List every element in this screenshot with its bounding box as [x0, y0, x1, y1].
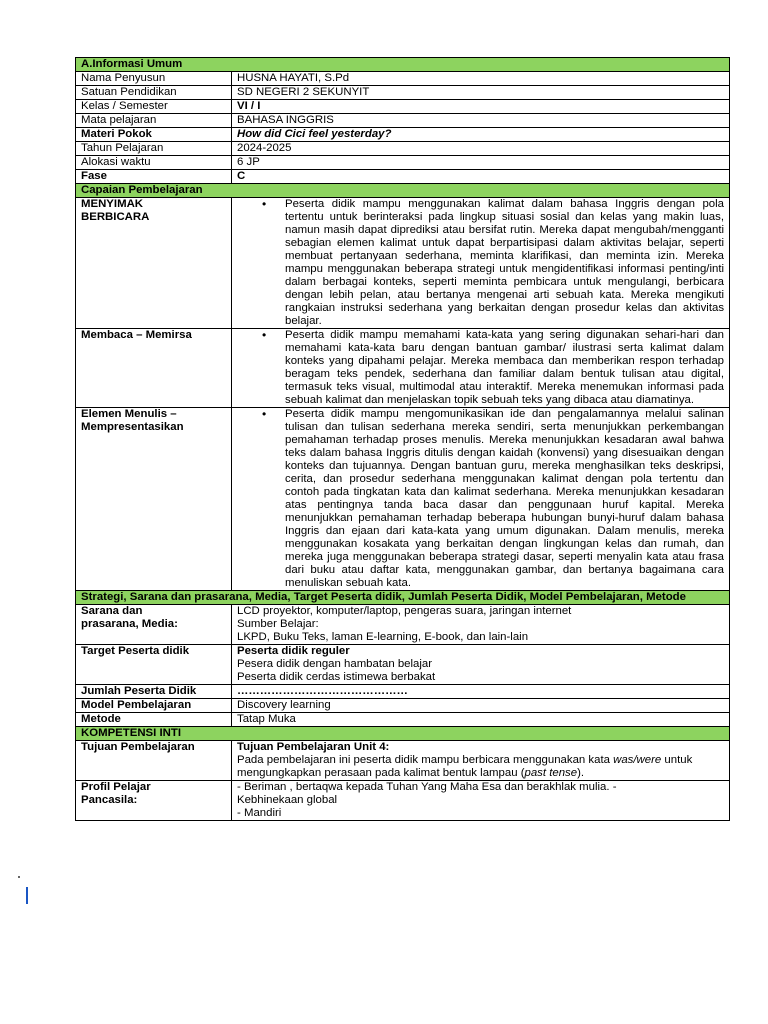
strategi-label-line: prasarana, Media:	[81, 618, 178, 630]
capaian-label-line: Mempresentasikan	[81, 421, 184, 433]
target-line: Peserta didik reguler	[237, 645, 350, 657]
capaian-bullet: • Peserta didik mampu mengomunikasikan ide dan pengalamannya melalui salinan tulisan dan tulisan sederhana mereka sendiri, serta menunjukkan perkembangan pemahaman terhadap proses menulis. Mereka menunjukkan kesadaran awal bahwa teks dalam bahasa Inggris ditulis dengan kaidah (konvensi) yang disesuaikan dengan konteks dan tujuannya. Dengan bantuan guru, mereka menghasilkan teks deskripsi, cerita, dan prosedur sederhana menggunakan kalimat dengan pola tertentu dan contoh pada tingkatan kata dan kalimat sederhana. Mereka menunjukkan kesadaran atas pentingnya tanda baca dasar dan penggunaan huruf kapital. Mereka menunjukkan pemahaman terhadap beberapa hubungan bunyi-huruf dalam bahasa Inggris dan ejaan dari kata-kata yang umum digunakan. Dalam menulis, mereka menggunakan kosakata yang berkaitan dengan lingkungan kelas dan rumah, dan mereka juga menggunakan beberapa strategi dasar, seperti menyalin kata atau frasa dari buku atau daftar kata, menggunakan gambar, dan bertanya bagaimana cara menuliskan sebuah kata.	[285, 408, 724, 590]
info-row-kelas-semester	[76, 100, 730, 114]
strategi-label: Model Pembelajaran	[76, 699, 232, 713]
sarana-line: LCD proyektor, komputer/laptop, pengeras suara, jaringan internet	[237, 605, 572, 617]
profil-line: Kebhinekaan global	[237, 794, 338, 806]
tujuan-text-italic: past tense	[524, 767, 578, 779]
info-value: 2024-2025	[232, 142, 730, 156]
info-label: Alokasi waktu	[76, 156, 232, 170]
capaian-description	[232, 408, 730, 591]
info-value: BAHASA INGGRIS	[232, 114, 730, 128]
section-header-kompetensi-inti	[76, 727, 730, 741]
tujuan-text-part: untuk mengungkapkan perasaan pada kalimat bentuk lampau (	[237, 754, 693, 779]
info-row-nama-penyusun	[76, 72, 730, 86]
section-header-strategi	[76, 591, 730, 605]
sarana-line: Sumber Belajar:	[237, 618, 319, 630]
capaian-label	[76, 329, 232, 408]
section-header-informasi-umum	[76, 58, 730, 72]
capaian-label-line: Membaca – Memirsa	[81, 329, 192, 341]
capaian-label-line: MENYIMAK	[81, 198, 144, 210]
tujuan-text-part: Pada pembelajaran ini peserta didik mampu berbicara menggunakan kata	[237, 754, 614, 766]
strategi-value	[232, 605, 730, 645]
kompetensi-label	[76, 781, 232, 821]
capaian-bullet: • Peserta didik mampu memahami kata-kata yang sering digunakan sehari-hari dan memahami kata-kata baru dengan bantuan gambar/ ilustrasi serta kalimat dalam konteks yang dipahami pelajar. Mereka membaca dan memberikan respon terhadap beragam teks pendek, sederhana dan familiar dalam bentuk tulisan atau digital, termasuk teks visual, multimodal atau interaktif. Mereka menemukan informasi pada sebuah kalimat dan menjelaskan topik sebuah teks yang dibaca atau diamatinya.	[285, 329, 724, 407]
capaian-label-line: BERBICARA	[81, 211, 150, 223]
capaian-row-menulis	[76, 408, 730, 591]
info-label: Satuan Pendidikan	[76, 86, 232, 100]
profil-label-line: Profil Pelajar	[81, 781, 151, 793]
section-title: Capaian Pembelajaran	[76, 184, 730, 198]
strategi-label-line: Sarana dan	[81, 605, 143, 617]
text-cursor	[26, 887, 28, 904]
strategi-row-metode	[76, 713, 730, 727]
kompetensi-row-tujuan	[76, 741, 730, 781]
strategi-label: Metode	[76, 713, 232, 727]
kompetensi-value	[232, 741, 730, 781]
info-row-satuan-pendidikan	[76, 86, 730, 100]
capaian-row-membaca-memirsa	[76, 329, 730, 408]
strategi-row-jumlah	[76, 685, 730, 699]
tujuan-heading: Tujuan Pembelajaran Unit 4:	[237, 741, 390, 753]
capaian-label	[76, 408, 232, 591]
capaian-label	[76, 198, 232, 329]
section-title: KOMPETENSI INTI	[76, 727, 730, 741]
info-value: How did Cici feel yesterday?	[232, 128, 730, 142]
info-label: Nama Penyusun	[76, 72, 232, 86]
info-label: Tahun Pelajaran	[76, 142, 232, 156]
info-row-fase	[76, 170, 730, 184]
info-value: VI / I	[232, 100, 730, 114]
strategi-row-target	[76, 645, 730, 685]
capaian-bullet: • Peserta didik mampu menggunakan kalimat dalam bahasa Inggris dengan pola tertentu untuk berinteraksi pada lingkup situasi sosial dan kelas yang makin luas, namun masih dapat diprediksi atau bersifat rutin. Mereka dapat mengubah/mengganti sebagian elemen kalimat untuk dapat berpartisipasi dalam aktivitas belajar, seperti membuat pertanyaan sederhana, meminta klarifikasi, dan meminta izin. Mereka mampu menggunakan beberapa strategi untuk mengidentifikasi informasi penting/inti dalam berbagai konteks, seperti meminta pembicara untuk mengulangi, berbicara dengan lebih pelan, atau bertanya mengenai arti sebuah kata. Mereka mengikuti rangkaian instruksi sederhana yang berkaitan dengan prosedur kelas dan aktivitas belajar.	[285, 198, 724, 328]
capaian-description	[232, 198, 730, 329]
strategi-row-model	[76, 699, 730, 713]
lesson-plan-table	[75, 57, 730, 821]
info-row-materi-pokok	[76, 128, 730, 142]
profil-label-line: Pancasila:	[81, 794, 138, 806]
section-header-capaian	[76, 184, 730, 198]
strategi-label: Target Peserta didik	[76, 645, 232, 685]
strategi-value: ………………………………………	[232, 685, 730, 699]
info-label: Materi Pokok	[76, 128, 232, 142]
kompetensi-value	[232, 781, 730, 821]
capaian-description	[232, 329, 730, 408]
tujuan-text-part: ).	[577, 767, 585, 779]
info-label: Fase	[76, 170, 232, 184]
target-line: Pesera didik dengan hambatan belajar	[237, 658, 433, 670]
capaian-row-menyimak-berbicara	[76, 198, 730, 329]
info-value: 6 JP	[232, 156, 730, 170]
kompetensi-label: Tujuan Pembelajaran	[76, 741, 232, 781]
strategi-label: Jumlah Peserta Didik	[76, 685, 232, 699]
sarana-line: LKPD, Buku Teks, laman E-learning, E-book, dan lain-lain	[237, 631, 529, 643]
info-value: C	[232, 170, 730, 184]
info-label: Kelas / Semester	[76, 100, 232, 114]
margin-mark	[18, 876, 20, 878]
info-value: HUSNA HAYATI, S.Pd	[232, 72, 730, 86]
info-label: Mata pelajaran	[76, 114, 232, 128]
strategi-value	[232, 645, 730, 685]
info-row-mata-pelajaran	[76, 114, 730, 128]
profil-line: - Beriman , bertaqwa kepada Tuhan Yang Maha Esa dan berakhlak mulia. -	[237, 781, 617, 793]
tujuan-text	[237, 754, 724, 780]
info-value: SD NEGERI 2 SEKUNYIT	[232, 86, 730, 100]
capaian-label-line: Elemen Menulis –	[81, 408, 177, 420]
strategi-label	[76, 605, 232, 645]
target-line: Peserta didik cerdas istimewa berbakat	[237, 671, 436, 683]
strategi-value: Discovery learning	[232, 699, 730, 713]
section-title: A.Informasi Umum	[76, 58, 730, 72]
strategi-value: Tatap Muka	[232, 713, 730, 727]
kompetensi-row-profil	[76, 781, 730, 821]
info-row-tahun-pelajaran	[76, 142, 730, 156]
info-row-alokasi-waktu	[76, 156, 730, 170]
strategi-row-sarana	[76, 605, 730, 645]
profil-line: - Mandiri	[237, 807, 282, 819]
tujuan-text-italic: was/were	[613, 754, 662, 766]
section-title: Strategi, Sarana dan prasarana, Media, Target Peserta didik, Jumlah Peserta Didik, Model Pembelajaran, Metode	[76, 591, 730, 605]
